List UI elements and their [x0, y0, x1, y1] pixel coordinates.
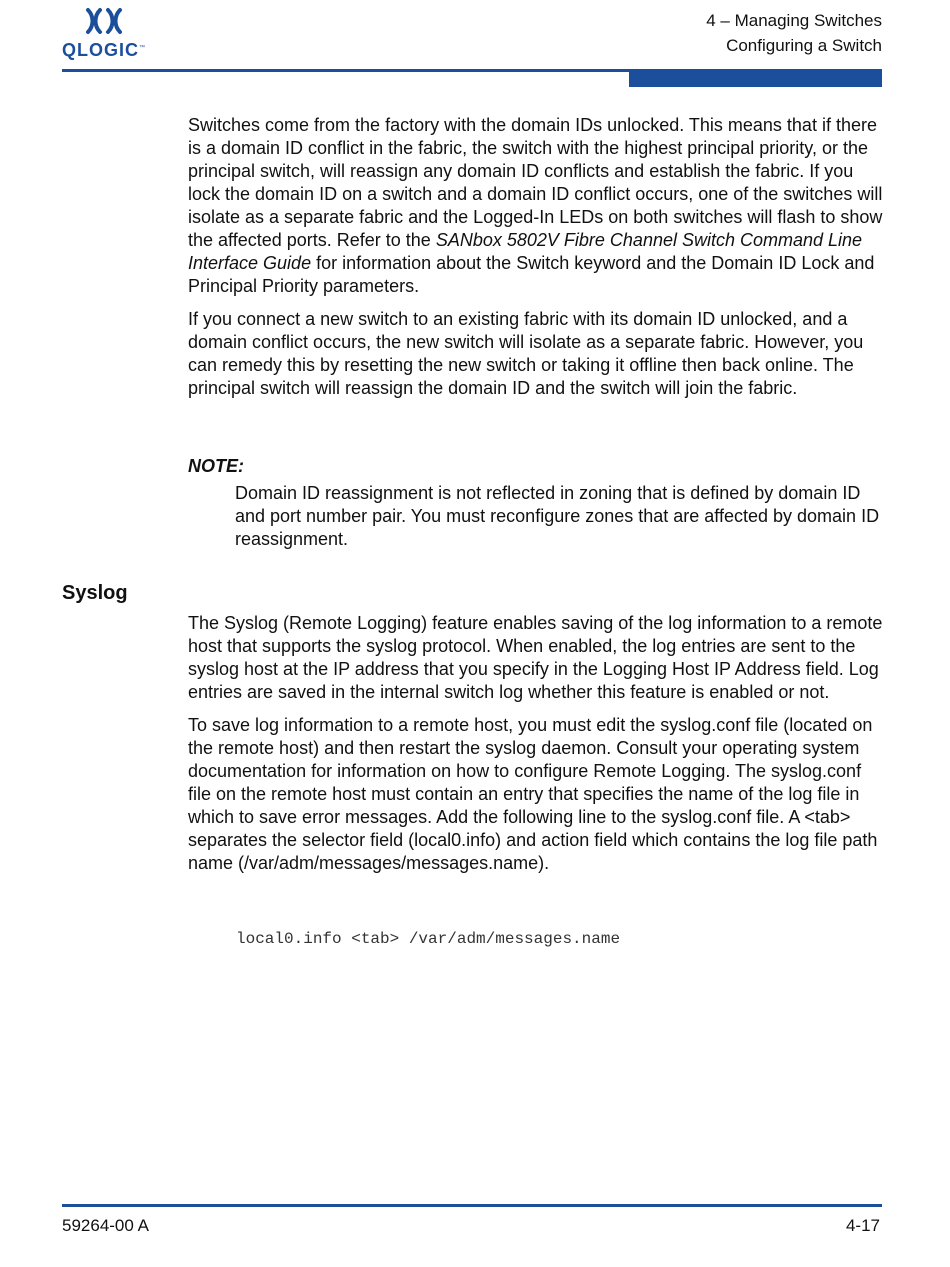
code-example: local0.info <tab> /var/adm/messages.name	[236, 930, 621, 948]
qlogic-logo	[62, 6, 152, 60]
intro-text	[188, 114, 888, 410]
document-number: 59264-00 A	[62, 1216, 149, 1235]
running-header	[706, 8, 882, 58]
syslog-text	[188, 612, 888, 885]
chapter-title: 4 – Managing Switches	[706, 11, 882, 30]
note-title: NOTE:	[188, 456, 244, 476]
page-number: 4-17	[845, 1216, 880, 1235]
note-box	[188, 455, 888, 551]
paragraph-new-switch: If you connect a new switch to an existing fabric with its domain ID unlocked, and a domain conflict occurs, the new switch will isolate as a separate fabric. However, you can remedy this by resetting the new switch or taking it offline then back online. The principal switch will reassign the domain ID and the switch will join the fabric.	[188, 309, 864, 398]
header-accent-bar	[629, 72, 882, 87]
cli-guide-reference: SANbox 5802V Fibre Channel Switch Command Line Interface Guide	[188, 230, 863, 273]
section-title: Configuring a Switch	[726, 36, 882, 55]
section-heading-syslog: Syslog	[62, 582, 128, 604]
qlogic-logo-icon	[82, 6, 126, 36]
note-body: Domain ID reassignment is not reflected in zoning that is defined by domain ID and port number pair. You must reconfigure zones that are affected by domain ID reassignment.	[235, 483, 880, 549]
paragraph-domain-id-unlocked: Switches come from the factory with the domain IDs unlocked. This means that if there is a domain ID conflict in the fabric, the switch with the highest principal priority, or the principal switch, will reassign any domain ID conflicts and establish the fabric. If you lock the domain ID on a switch and a domain ID conflict occurs, one of the switches will isolate as a separate fabric and the Logged-In LEDs on both switches will flash to show the affected ports. Refer to the SANbox 5802V Fibre Channel Switch Command Line Interface Guide for information about the Switch keyword and the Domain ID Lock and Principal Priority parameters.	[188, 115, 883, 296]
paragraph-syslog-config: To save log information to a remote host, you must edit the syslog.conf file (located on the remote host) and then restart the syslog daemon. Consult your operating system documentation for information on how to configure Remote Logging. The syslog.conf file on the remote host must contain an entry that specifies the name of the log file in which to save error messages. Add the following line to the syslog.conf file. A <tab> separates the selector field (local0.info) and action field which contains the log file path name (/var/adm/messages/messages.name).	[188, 715, 878, 873]
paragraph-syslog-feature: The Syslog (Remote Logging) feature enables saving of the log information to a remote host that supports the syslog protocol. When enabled, the log entries are sent to the syslog host at the IP address that you specify in the Logging Host IP Address field. Log entries are saved in the internal switch log whether this feature is enabled or not.	[188, 613, 883, 702]
footer-rule	[62, 1204, 882, 1207]
logo-wordmark: QLOGIC™	[62, 40, 146, 60]
